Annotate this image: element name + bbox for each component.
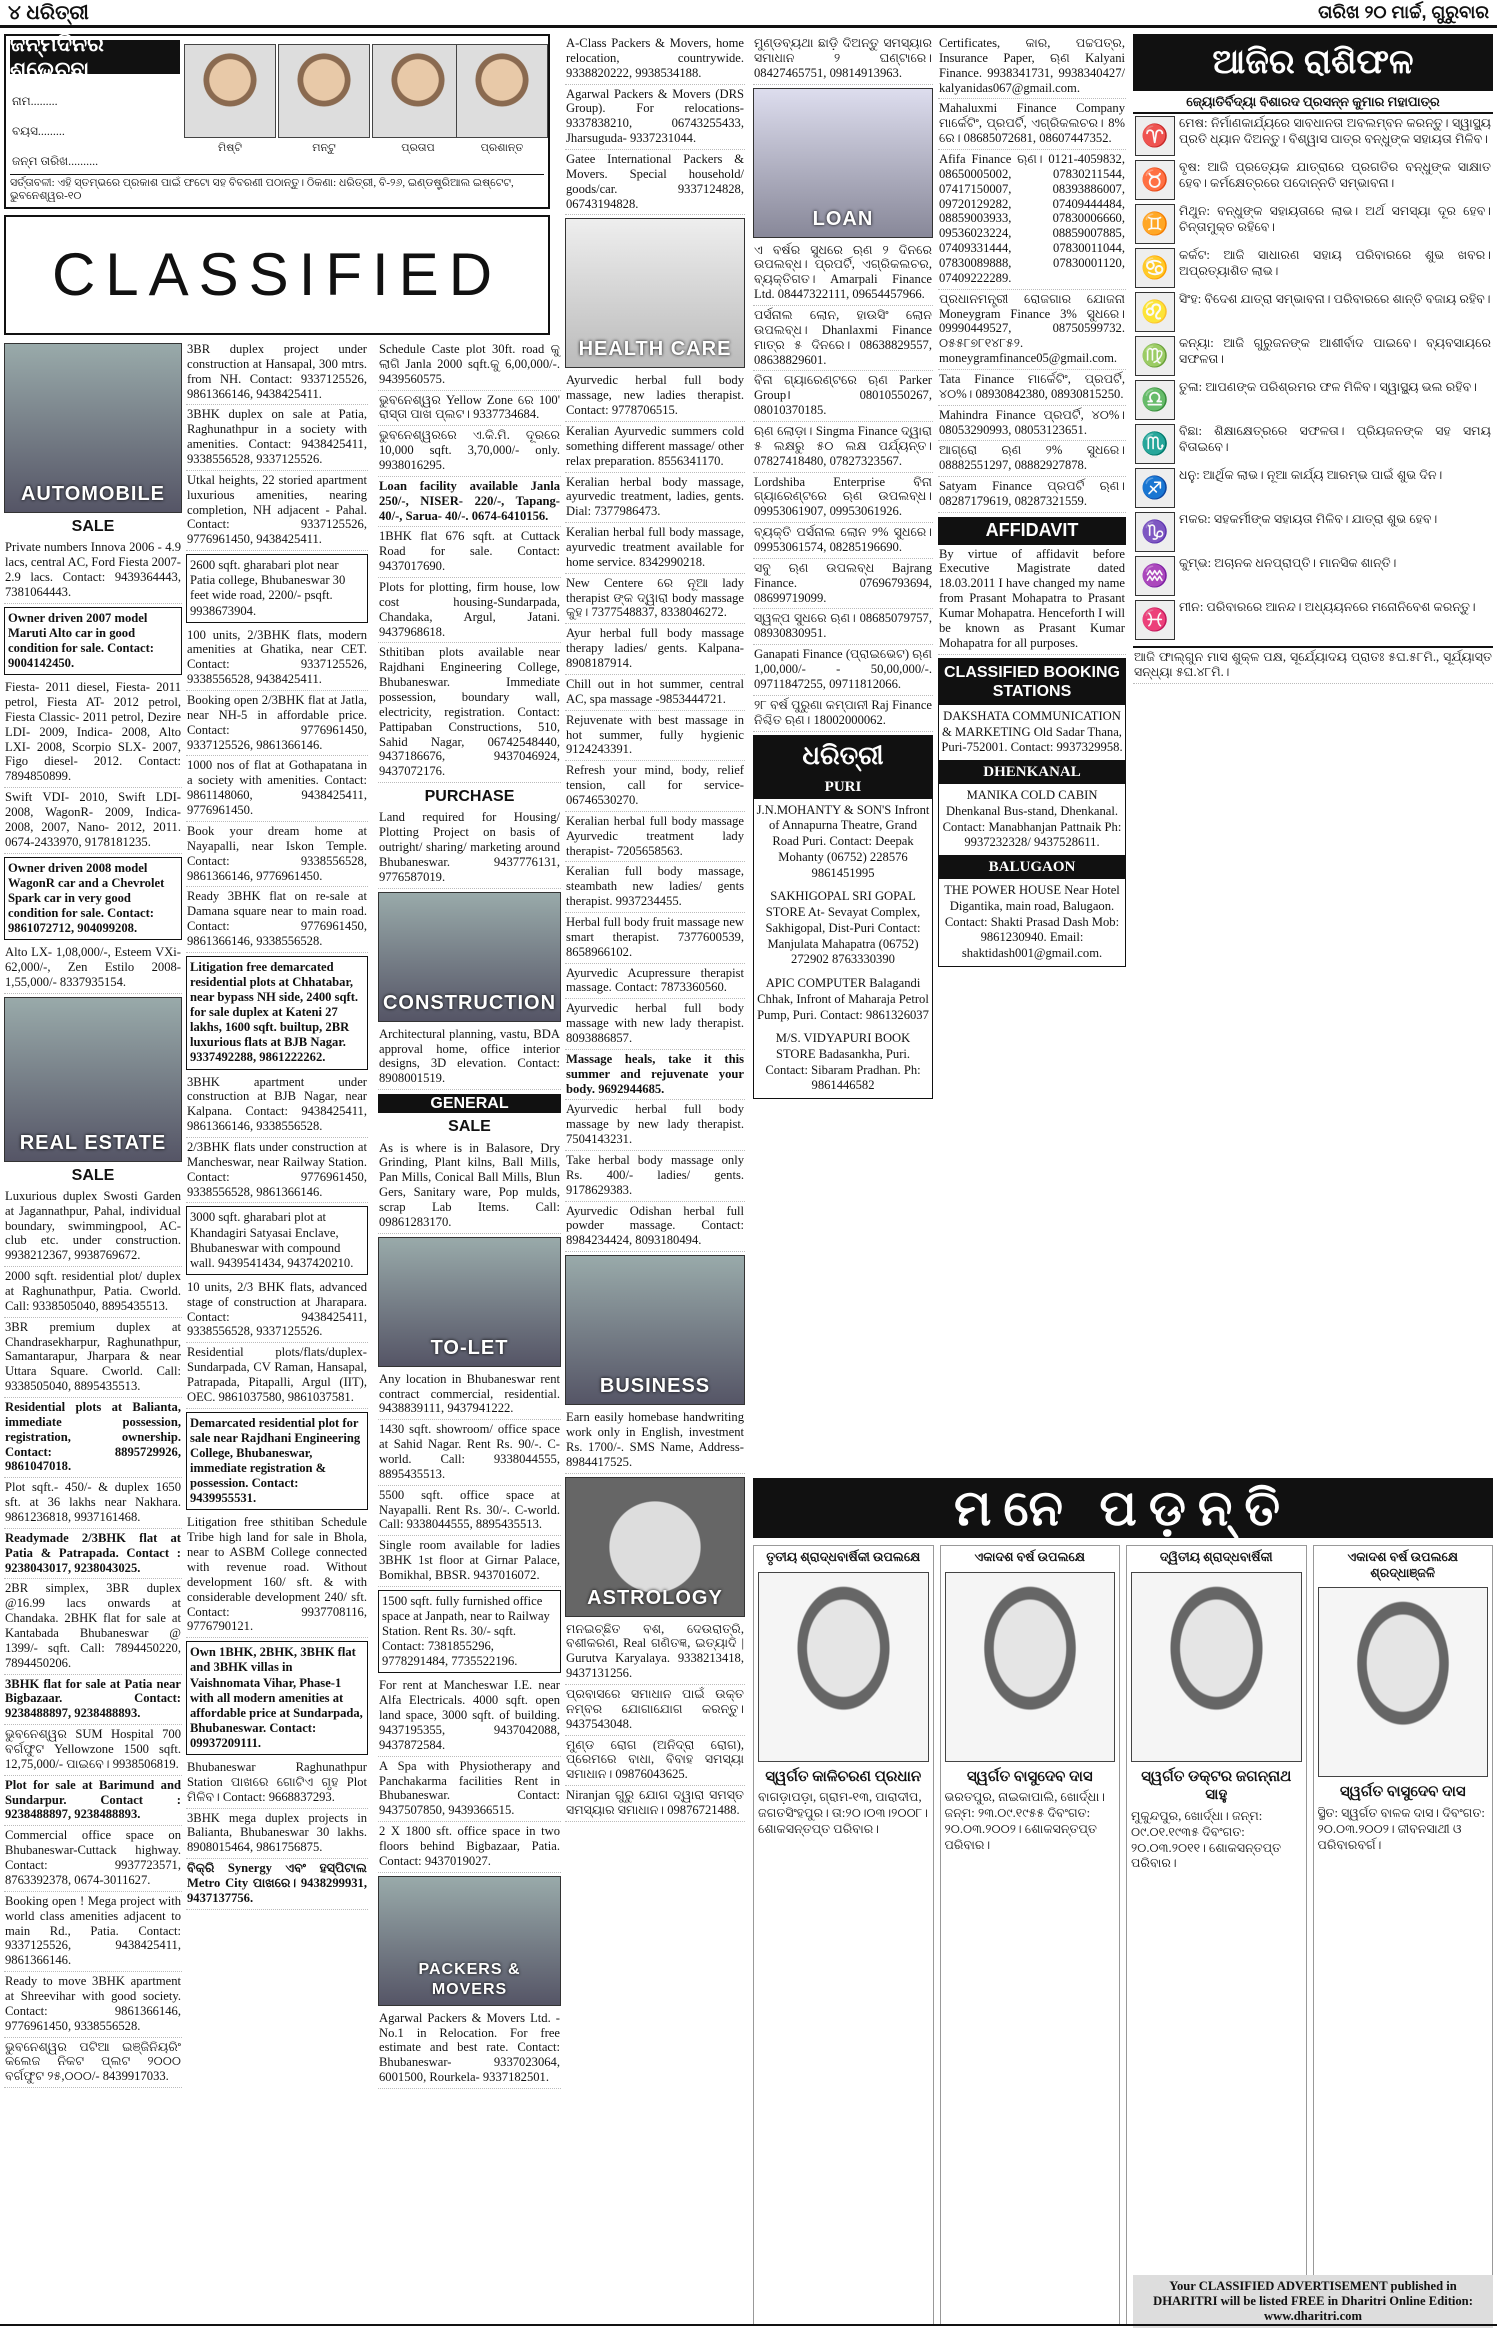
classified-ad: Keralian herbal full body massage Ayurvedic treatment lady therapist- 7205658563. — [565, 812, 745, 863]
classified-ad: 3BHK flat for sale at Patia near Bigbazaar. Contact: 9238488897, 9238488893. — [4, 1675, 182, 1726]
station-location: DHENKANAL — [939, 760, 1125, 784]
classified-ad: Sthitiban plots available near Rajdhani Engineering College, Bhubaneswar. Immediate possession, boundary wall, electricity, registration. Contact: Pattipaban Constructions, 510, Sahid Nagar, 06742548440, 9437186676, 9437046924, 9437072176. — [378, 643, 561, 783]
birthday-photo — [278, 44, 370, 138]
obituary-card — [940, 1545, 1121, 2325]
classified-ad: 3BR duplex project under construction at Hansapal, 300 mtrs. from NH. Contact: 9337125526, 9861366146, 9438425411. — [186, 340, 368, 405]
astrology-heading: ASTROLOGY — [587, 1586, 723, 1609]
sale-heading: SALE — [71, 518, 115, 535]
affidavit-text: By virtue of affidavit before Executive Magistrate dated 18.03.2011 I have changed my name from Prasant Mohapatra to Prasant Kumar Mohapatra. Henceforth I will be known as Prasant Kumar Mohapatra for all purposes. — [938, 545, 1126, 655]
classified-ad: ଆଗ୍ରୋ ଋଣ ୨% ସୁଧରେ। 08882551297, 08882927878. — [938, 441, 1126, 477]
obituary-name: ସ୍ୱର୍ଗତ ବାସୁଦେବ ଦାସ — [966, 1768, 1093, 1785]
classified-ad: Keralian herbal full body massage, ayurvedic treatment available for home service. 8342990218. — [565, 523, 745, 574]
business-photo — [565, 1255, 745, 1405]
classified-ad: For rent at Mancheswar I.E. near Alfa Electricals. 4000 sqft. open land space, 3000 sqft. of building. 9437195355, 9437042088, 9437872584. — [378, 1676, 561, 1756]
horoscope-author: ଜ୍ୟୋତିର୍ବିଦ୍ୟା ବିଶାରଦ ପ୍ରସନ୍ନ କୁମାର ମହାପାତ୍ର — [1133, 91, 1493, 115]
classified-ad: Niranjan ଗୁରୁ ଯୋଗ ଦ୍ୱାରା ସମସ୍ତ ସମସ୍ୟାର ସମାଧାନ। 09876721488. — [565, 1786, 745, 1822]
horoscope-text: ମୀନ: ପରିବାରରେ ଆନନ୍ଦ। ଅଧ୍ୟୟନରେ ମନୋନିବେଶ କରନ୍ତୁ। — [1179, 600, 1476, 615]
construction-photo — [378, 892, 561, 1022]
horoscope-item — [1133, 202, 1493, 246]
classified-ad: Residential plots/flats/duplex- Sundarpada, CV Raman, Hansapal, Patrapada, Pitapalli, Argul (IIT), OEC. 9861037580, 9861037581. — [186, 1343, 368, 1408]
panjika-text: ଆଜି ଫାଲ୍ଗୁନ ମାସ ଶୁକ୍ଳ ପକ୍ଷ, ସୂର୍ଯ୍ୟୋଦୟ ପ୍ରାତଃ ୫ଘ.୫୮ମି., ସୂର୍ଯ୍ୟାସ୍ତ ସନ୍ଧ୍ୟା ୫ଘ.୪୮ମି.। — [1133, 646, 1493, 684]
zodiac-icon: ♋ — [1135, 248, 1175, 288]
classified-ad: Agarwal Packers & Movers Ltd. - No.1 in Relocation. For free estimate and best rate. Contact: Bhubaneswar- 9337023064, 6001500, Rourkela- 9337182501. — [378, 2009, 561, 2089]
horoscope-item — [1133, 466, 1493, 510]
classified-ad: 2000 sqft. residential plot/ duplex at Raghunathpur, Patia. Cworld. Call: 9338505040, 8895435513. — [4, 1267, 182, 1318]
classified-ad: Plot for sale at Barimund and Sundarpur. Contact : 9238488897, 9238488893. — [4, 1776, 182, 1827]
online-edition-note: Your CLASSIFIED ADVERTISEMENT published in DHARITRI will be listed FREE in Dharitri Online Edition: www.dharitri.com — [1133, 2275, 1493, 2328]
classified-ad: Refresh your mind, body, relief tension, call for service- 06746530270. — [565, 761, 745, 812]
obituary-occasion: ତୃତୀୟ ଶ୍ରାଦ୍ଧବାର୍ଷିକୀ ଉପଲକ୍ଷେ — [766, 1550, 921, 1564]
classified-ad: Satyam Finance ପ୍ରପର୍ଟି ଋଣ। 08287179619, 08287321559. — [938, 477, 1126, 513]
boxed-ad: 1500 sqft. fully furnished office space at Janpath, near to Railway Station. Rent Rs. 30/- sqft. Contact: 7381855296, 9778291484, 7735522196. — [378, 1590, 561, 1674]
classified-ad: Land required for Housing/ Plotting Project on basis of outright/ sharing/ marketing around Bhubaneswar. 9437776131, 9776587019. — [378, 808, 561, 888]
boxed-ad: 2600 sqft. gharabari plot near Patia college, Bhubaneswar 30 feet wide road, 2200/- psqft. 9938673904. — [186, 554, 368, 622]
classified-ad: Private numbers Innova 2006 - 4.9 lacs, central AC, Ford Fiesta 2007- 2.9 lacs. Contact: 9439364443, 7381064443. — [4, 538, 182, 603]
obituary-name: ସ୍ୱର୍ଗତ ଡକ୍ଟର ଜଗନ୍ନାଥ ସାହୁ — [1141, 1768, 1292, 1804]
classified-ad: Commercial office space on Bhubaneswar-Cuttack highway. Contact: 9937723571, 8763392378, 0674-3011627. — [4, 1826, 182, 1891]
name-field: ନାମ......... — [12, 94, 58, 108]
obituary-text: ବାଗଡ଼ାପଡ଼ା, ଗ୍ରାମ-୧୩, ପାରାଦୀପ, ଜଗତସିଂହପୁର। ତା:୨୦।୦୩।୨୦୦୮। ଶୋକସନ୍ତପ୍ତ ପରିବାର। — [758, 1790, 928, 1836]
column-healthcare — [565, 34, 745, 2324]
classified-ad: Residential plots at Balianta, immediate possession, registration, ownership. Contact: 8895729926, 9861047018. — [4, 1398, 182, 1478]
boxed-ad: Own 1BHK, 2BHK, 3BHK flat and 3BHK villas in Vaishnomata Vihar, Phase-1 with all modern amenities at affordable price at Sundarpada, Bhubaneswar. Contact: 09937209111. — [186, 1641, 368, 1755]
classified-ad: Ayurvedic Acupressure therapist massage. Contact: 7873360560. — [565, 964, 745, 1000]
birthday-title: ଜନ୍ମଦିନର ଶୁଭେଚ୍ଛା — [10, 40, 180, 74]
classified-ad: Ayurvedic herbal full body massage by new lady therapist. 7504143231. — [565, 1100, 745, 1151]
horoscope-item — [1133, 554, 1493, 598]
classified-ad: Mahaluxmi Finance Company ମାର୍କେଟିଂ, ପ୍ରପର୍ଟି, ଏଗ୍ରିକଲଚର। 8% ରେ। 08685072681, 08607447352. — [938, 99, 1126, 150]
obituary-banner: ମନେ ପଡ଼ନ୍ତି — [753, 1478, 1493, 1538]
column-purchase-general — [378, 340, 561, 2330]
obituary-card — [753, 1545, 934, 2325]
obituary-portrait — [1318, 1587, 1489, 1777]
classified-ad: ସବୁ ଋଣ ଉପଲବ୍ଧ Bajrang Finance. 07696793694, 08699719099. — [753, 559, 933, 610]
horoscope-text: ତୁଳା: ଆପଣଙ୍କ ପରିଶ୍ରମର ଫଳ ମିଳିବ। ସ୍ୱାସ୍ଥ୍ୟ ଭଲ ରହିବ। — [1179, 380, 1477, 395]
classified-ad: Single room available for ladies 3BHK 1st floor at Girnar Palace, Bomikhal, BBSR. 9437016072. — [378, 1536, 561, 1587]
dharitri-logo: ଧରିତ୍ରୀ — [754, 736, 932, 775]
station-entry: THE POWER HOUSE Near Hotel Digantika, main road, Balugaon. Contact: Shakti Prasad Dash Mob: 9861230940. Email: shaktidash001@gmail.com. — [944, 883, 1120, 960]
zodiac-icon: ♉ — [1135, 160, 1175, 200]
horoscope-text: ମେଷ: ନିର୍ମାଣକାର୍ଯ୍ୟରେ ସାବଧାନତା ଅବଲମ୍ବନ କରନ୍ତୁ। ସ୍ୱାସ୍ଥ୍ୟ ପ୍ରତି ଧ୍ୟାନ ଦିଅନ୍ତୁ। ବିଶ୍ୱାସ ପାତ୍ର ବନ୍ଧୁଙ୍କ ସହାୟତା ମିଳିବ। — [1179, 116, 1491, 146]
classified-ad: Gatee International Packers & Movers. Special household/ goods/car. 9337124828, 06743194828. — [565, 150, 745, 215]
birthday-form — [12, 86, 172, 176]
boxed-ad: Demarcated residential plot for sale near Rajdhani Engineering College, Bhubaneswar, immediate registration & possession. Contact: 9439955531. — [186, 1412, 368, 1511]
zodiac-icon: ♌ — [1135, 292, 1175, 332]
classified-ad: ଏ ବର୍ଷର ସୁଧରେ ଋଣ ୨ ଦିନରେ ଉପଲବ୍ଧ। ପ୍ରପର୍ଟି, ଏଗ୍ରିକଲଚର, ବ୍ୟକ୍ତିଗତ। Amarpali Finance Ltd. 08447322111, 09654457966. — [753, 241, 933, 306]
classified-ad: ୨୮ ବର୍ଷ ପୁରୁଣା କମ୍ପାନୀ Raj Finance ନିଶ୍ଚିତ ଋଣ। 18002000062. — [753, 696, 933, 732]
station-entry: MANIKA COLD CABIN Dhenkanal Bus-stand, Dhenkanal. Contact: Manabhanjan Pattnaik Ph: 9937232328/ 9437528611. — [942, 788, 1122, 850]
horoscope-text: କୁମ୍ଭ: ଅଚାନକ ଧନପ୍ରାପ୍ତି। ମାନସିକ ଶାନ୍ତି। — [1179, 556, 1397, 571]
birthday-name: ପ୍ରତାପ — [401, 142, 435, 154]
page-date: ତାରିଖ ୨୦ ମାର୍ଚ୍ଚ, ଗୁରୁବାର — [1318, 1, 1489, 22]
classified-ad: Lordshiba Enterprise ବିନା ଗ୍ୟାରେଣ୍ଟରେ ଋଣ ଉପଲବ୍ଧ। 09953061907, 09953061926. — [753, 473, 933, 524]
page-header — [0, 0, 1497, 28]
horoscope-text: ଧନୁ: ଆର୍ଥିକ ଲାଭ। ନୂଆ କାର୍ଯ୍ୟ ଆରମ୍ଭ ପାଇଁ ଶୁଭ ଦିନ। — [1179, 468, 1443, 483]
zodiac-icon: ♊ — [1135, 204, 1175, 244]
obituary-portrait — [945, 1572, 1116, 1762]
classified-ad: New Centere ରେ ନୂଆ lady therapist ଙ୍କ ଦ୍ୱାରା body massage କୁହ। 7377548837, 8338046272. — [565, 574, 745, 625]
obituary-text: ମୁକୁନ୍ଦପୁର, ଖୋର୍ଦ୍ଧା। ଜନ୍ମ: ୦୯.୦୧.୧୯୩୫ ଦିବଂଗତ: ୨୦.୦୩.୨୦୧୧। ଶୋକସନ୍ତପ୍ତ ପରିବାର। — [1131, 1809, 1282, 1871]
obituary-name: ସ୍ୱର୍ଗତ କାଳିଚରଣ ପ୍ରଧାନ — [765, 1768, 922, 1785]
agent-entry: SAKHIGOPAL SRI GOPAL STORE At- Sevayat Complex, Sakhigopal, Dist-Puri Contact: Manjulata Mahapatra (06752) 272902 8763330390 — [765, 889, 921, 967]
general-heading: GENERAL — [378, 1094, 561, 1113]
boxed-ad: 3000 sqft. gharabari plot at Khandagiri Satyasai Enclave, Bhubaneswar with compound wall. 9439541434, 9437420210. — [186, 1206, 368, 1274]
obituary-card — [1313, 1545, 1494, 2325]
loan-photo — [753, 88, 933, 238]
loan-heading: LOAN — [812, 207, 874, 230]
station-location: BALUGAON — [939, 855, 1125, 879]
classified-ad: Plots for plotting, firm house, low cost housing-Sundarpada, Chandaka, Argul, Jatani. 9437968618. — [378, 578, 561, 643]
obituary-text: ସ୍ଥିତ: ସ୍ୱର୍ଗତ ବାଳକ ଦାସ। ଦିବଂଗତ: ୨୦.୦୩.୨୦୦୨। ଜୀବନସାଥୀ ଓ ପରିବାରବର୍ଗ। — [1317, 1806, 1485, 1852]
birthday-name: ପ୍ରଶାନ୍ତ — [480, 142, 524, 154]
tolet-photo — [378, 1237, 561, 1367]
horoscope-text: ମକର: ସହକର୍ମୀଙ୍କ ସହାୟତା ମିଳିବ। ଯାତ୍ରା ଶୁଭ ହେବ। — [1179, 512, 1438, 527]
classified-ad: ବିକ୍ରି Synergy ଏବଂ ହସ୍ପିଟାଲ Metro City ପାଖରେ। 9438299931, 9437137756. — [186, 1859, 368, 1910]
horoscope-section — [1133, 34, 1493, 1474]
tolet-heading: TO-LET — [430, 1336, 509, 1359]
classified-ad: Architectural planning, vastu, BDA approval home, office interior designs, 3D elevation. Contact: 8908001519. — [378, 1025, 561, 1090]
automobile-heading: AUTOMOBILE — [20, 483, 166, 505]
zodiac-icon: ♒ — [1135, 556, 1175, 596]
classified-ad: ବ୍ୟକ୍ତି ପର୍ସନାଲ ଲୋନ ୨% ସୁଧରେ। 09953061574, 08285196690. — [753, 523, 933, 559]
booking-stations-title: CLASSIFIED BOOKING STATIONS — [939, 659, 1125, 705]
column-loan — [753, 34, 933, 1474]
classified-ad: Ready to move 3BHK apartment at Shreevihar with good society. Contact: 9861366146, 9776961450, 9338556528. — [4, 1972, 182, 2037]
classified-ad: ମନଇଚ୍ଛିତ ବଶ, ଦେଉରାତ୍ରି, ବଶୀକରଣ, Real ଗଣିତଜ୍ଞ, ଇତ୍ୟାଦି | Gurutva Karyalaya. 9338213418, 9437131256. — [565, 1620, 745, 1685]
classified-ad: Agarwal Packers & Movers (DRS Group). For relocations- 9337838210, 06743255433, Jharsuguda- 9337231044. — [565, 85, 745, 150]
obituary-text: ଭରତପୁର, ନାଇକାପାଲି, ଖୋର୍ଦ୍ଧା। ଜନ୍ମ: ୨୩.୦୯.୧୯୫୫ ଦିବଂଗତ: ୨୦.୦୩.୨୦୦୨। ଶୋକସନ୍ତପ୍ତ ପରିବାର। — [944, 1790, 1105, 1852]
classified-ad: Herbal full body fruit massage new smart therapist. 7377600539, 8658966102. — [565, 913, 745, 964]
obituary-portrait — [758, 1572, 929, 1762]
obituary-section — [753, 1545, 1493, 2325]
obituary-portrait — [1131, 1572, 1302, 1762]
horoscope-item — [1133, 378, 1493, 422]
classified-ad: Booking open 2/3BHK flat at Jatla, near NH-5 in affordable price. Contact: 9776961450, 9337125526, 9861366146. — [186, 691, 368, 756]
zodiac-icon: ♐ — [1135, 468, 1175, 508]
puri-agents-box — [753, 735, 933, 1100]
classified-ad: Readymade 2/3BHK flat at Patia & Patrapada. Contact : 9238043017, 9238043025. — [4, 1529, 182, 1580]
obituary-card — [1126, 1545, 1307, 2325]
classified-ad: Tata Finance ମାର୍କେଟିଂ, ପ୍ରପର୍ଟି, ୪୦%। 08930842380, 08930815250. — [938, 370, 1126, 406]
horoscope-text: ସିଂହ: ବିଦେଶ ଯାତ୍ରା ସମ୍ଭାବନା। ପରିବାରରେ ଶାନ୍ତି ବଜାୟ ରହିବ। — [1179, 292, 1491, 307]
classified-ad: ଭୁବନେଶ୍ୱରରେ ଏ.କି.ମି. ଦୂରରେ 10,000 sqft. 3,70,000/- only. 9938016295. — [378, 426, 561, 477]
boxed-ad: Litigation free demarcated residential plots at Chhatabar, near bypass NH side, 2400 sqft. for sale duplex at Kateni 27 lakhs, 1600 sqft. builtup, 2BR luxurious flats at BJB Nagar. 9337492288, 9861222262. — [186, 956, 368, 1070]
classified-ad: ପ୍ରବାସରେ ସମାଧାନ ପାଇଁ ଉକ୍ତ ନମ୍ବର ଯୋଗାଯୋଗ କରନ୍ତୁ। 9437543048. — [565, 1685, 745, 1736]
classified-ad: ଭୁବନେଶ୍ୱର Yellow Zone ରେ 100' ରାସ୍ତା ପାଖ ପ୍ଲଟ। 9337734684. — [378, 391, 561, 427]
classified-ad: ପର୍ସନାଲ ଲୋନ, ହାଉସିଂ ଲୋନ ଉପଲବ୍ଧ। Dhanlaxmi Finance ମାତ୍ର ୫ ଦିନରେ। 08638829557, 08638829601. — [753, 306, 933, 371]
column-finance — [938, 34, 1126, 1474]
column-automobile — [4, 340, 182, 2330]
zodiac-icon: ♑ — [1135, 512, 1175, 552]
classified-ad: Any location in Bhubaneswar rent contract commercial, residential. 9438839111, 9437941222. — [378, 1370, 561, 1421]
classified-ad: Afifa Finance ଋଣ। 0121-4059832, 08650005002, 07830211544, 07417150007, 08393886007, 09720129282, 07409444484, 08859003933, 07830006660, 09536023224, 08859007885, 07409331444, 07830011044, 07830089888, 07830001120, 07409222289. — [938, 150, 1126, 290]
birthday-photo — [372, 44, 464, 138]
horoscope-item — [1133, 510, 1493, 554]
sale-heading: SALE — [448, 1118, 491, 1136]
realestate-heading: REAL ESTATE — [19, 1131, 167, 1154]
classified-ad: ସ୍ୱଳ୍ପ ସୁଧରେ ଋଣ। 08685079757, 08930830951. — [753, 609, 933, 645]
classified-ad: Keralian Ayurvedic summers cold something different massage/ other relax preparation. 8556341170. — [565, 422, 745, 473]
agent-entry: M/S. VIDYAPURI BOOK STORE Badasankha, Puri. Contact: Sibaram Pradhan. Ph: 9861446582 — [765, 1031, 921, 1093]
horoscope-text: ମିଥୁନ: ବନ୍ଧୁଙ୍କ ସହାୟତାରେ ଲାଭ। ଅର୍ଥ ସମସ୍ୟା ଦୂର ହେବ। ଚିନ୍ତାମୁକ୍ତ ରହିବେ। — [1179, 204, 1491, 234]
classified-ad: Keralian full body massage, steambath new ladies/ gents therapist. 9937234455. — [565, 862, 745, 913]
classified-ad: Book your dream home at Nayapalli, near Iskon Temple. Contact: 9338556528, 9861366146, 9776961450. — [186, 822, 368, 887]
page-footer-rule — [0, 2324, 1497, 2334]
agent-entry: APIC COMPUTER Balagandi Chhak, Infront of Maharaja Petrol Pump, Puri. Contact: 9861326037 — [757, 976, 929, 1022]
astrology-photo — [565, 1477, 745, 1617]
classified-ad: Ayur herbal full body massage therapy ladies/ gents. Kalpana- 8908187914. — [565, 624, 745, 675]
realestate-photo — [4, 997, 182, 1162]
classified-ad: 100 units, 2/3BHK flats, modern amenities at Ghatika, near CET. Contact: 9337125526, 9338556528, 9438425411. — [186, 626, 368, 691]
boxed-ad: Owner driven 2007 model Maruti Alto car in good condition for sale. Contact: 9004142450. — [4, 607, 182, 675]
classified-ad: A Spa with Physiotherapy and Panchakarma facilities Rent in Bhubaneswar. Contact: 9437507850, 9439366515. — [378, 1757, 561, 1822]
classified-ad: ଋଣ ଲୋଡ଼ା। Singma Finance ଦ୍ୱାରା ୫ ଲକ୍ଷରୁ ୫୦ ଲକ୍ଷ ପର୍ଯ୍ୟନ୍ତ। 07827418480, 07827323567. — [753, 422, 933, 473]
boxed-ad: Owner driven 2008 model WagonR car and a Chevrolet Spark car in very good condition for sale. Contact: 9861072712, 904099208. — [4, 857, 182, 941]
classified-ad: 10 units, 2/3 BHK flats, advanced stage of construction at Jharapara. Contact: 9438425411, 9338556528, 9337125526. — [186, 1278, 368, 1343]
classified-ad: Ayurvedic herbal full body massage with new lady therapist. 8093886857. — [565, 999, 745, 1050]
classified-ad: Massage heals, take it this summer and rejuvenate your body. 9692944685. — [565, 1050, 745, 1101]
obituary-occasion: ଏକାଦଶ ବର୍ଷ ଉପଲକ୍ଷେ ଶ୍ରଦ୍ଧାଞ୍ଜଳି — [1347, 1550, 1459, 1580]
horoscope-text: ବିଛା: ଶିକ୍ଷାକ୍ଷେତ୍ରରେ ସଫଳତା। ପ୍ରିୟଜନଙ୍କ ସହ ସମୟ ବିତାଇବେ। — [1179, 424, 1491, 454]
classified-ad: 1000 nos of flat at Gothapatana in a society with amenities. Contact: 9861148060, 9438425411, 9776961450. — [186, 756, 368, 821]
zodiac-icon: ♏ — [1135, 424, 1175, 464]
classified-ad: Luxurious duplex Swosti Garden at Jagannathpur, Pahal, individual boundary, swimmingpool, AC-club etc. under construction. 9938212367, 9938769672. — [4, 1187, 182, 1267]
classified-ad: Alto LX- 1,08,000/-, Esteem VXi- 62,000/-, Zen Estilo 2008- 1,55,000/- 8337935154. — [4, 943, 182, 994]
page-number: ୪ ଧରିତ୍ରୀ — [8, 1, 89, 24]
healthcare-heading: HEALTH CARE — [578, 338, 732, 361]
classified-ad: ମୁଣ୍ଡ ରୋଗ (ଅନିଦ୍ରା ରୋଗ), ପ୍ରେମରେ ବାଧା, ବିବାହ ସମସ୍ୟା ସମାଧାନ। 09876043625. — [565, 1736, 745, 1787]
booking-stations-box — [938, 658, 1126, 967]
birthday-wishes-box — [4, 30, 550, 209]
obituary-name: ସ୍ୱର୍ଗତ ବାସୁଦେବ ଦାସ — [1339, 1784, 1466, 1801]
classified-ad: ଭୁବନେଶ୍ୱର SUM Hospital 700 ବର୍ଗଫୁଟ Yellowzone 1500 sqft. 12,75,000/- ପାଇବେ। 9938506819. — [4, 1725, 182, 1776]
classified-ad: Chill out in hot summer, central AC, spa massage -9853444721. — [565, 675, 745, 711]
zodiac-icon: ♎ — [1135, 380, 1175, 420]
birthday-note: ସର୍ତ୍ତାବଳୀ: ଏହି ସ୍ତମ୍ଭରେ ପ୍ରକାଶ ପାଇଁ ଫଟୋ ସହ ବିବରଣୀ ପଠାନ୍ତୁ। ଠିକଣା: ଧରିତ୍ରୀ, ବି-୨୬, ଇଣ୍ଡଷ୍ଟ୍ରିଆଲ ଇଷ୍ଟେଟ, ଭୁବନେଶ୍ୱର-୧୦ — [10, 174, 544, 203]
purchase-heading: PURCHASE — [424, 788, 515, 806]
affidavit-heading: AFFIDAVIT — [938, 517, 1126, 545]
classified-ad: Litigation free sthitiban Schedule Tribe high land for sale in Bhola, near to ASBM College connected with revenue road. Without development 160/ sft. & with considerable development 240/ sft. Contact: 9937708116, 9776790121. — [186, 1513, 368, 1638]
healthcare-photo — [565, 218, 745, 368]
classified-ad: Ayurvedic Odishan herbal full powder massage. Contact: 8984234424, 8093180494. — [565, 1202, 745, 1253]
classified-ad: Mahindra Finance ପ୍ରପର୍ଟି, ୪୦%। 08053290993, 08053123651. — [938, 406, 1126, 442]
obituary-occasion: ଦ୍ୱିତୀୟ ଶ୍ରାଦ୍ଧବାର୍ଷିକୀ — [1159, 1550, 1273, 1564]
station-entry: DAKSHATA COMMUNICATION & MARKETING Old Sadar Thana, Puri-752001. Contact: 9937329958. — [941, 708, 1123, 755]
horoscope-item — [1133, 334, 1493, 378]
birthday-name: ମିଷ୍ଟି — [218, 142, 242, 154]
classified-ad: Rejuvenate with best massage in hot summer, fully hygienic 9124243391. — [565, 711, 745, 762]
sale-heading: SALE — [71, 1166, 115, 1184]
birthday-name: ମନ୍ଟୁ — [312, 142, 336, 154]
classified-ad: Utkal heights, 22 storied apartment luxurious amenities, nearing completion, NH adjacent - Pahal. Contact: 9337125526, 9776961450, 9438425411. — [186, 471, 368, 551]
packers-heading: PACKERS & MOVERS — [418, 1961, 521, 1998]
classified-ad: Booking open ! Mega project with world class amenities adjacent to main Rd., Patia. Contact: 9337125526, 9438425411, 9861366146. — [4, 1892, 182, 1972]
horoscope-item — [1133, 290, 1493, 334]
puri-heading: PURI — [754, 775, 932, 799]
classified-ad: 3BHK apartment under construction at BJB Nagar, near Kalpana. Contact: 9438425411, 9861366146, 9338556528. — [186, 1073, 368, 1138]
column-realestate-2 — [186, 340, 368, 2330]
classified-ad: Bhubaneswar Raghunathpur Station ପାଖରେ ଗୋଟିଏ ଗୃହ Plot ମିଳିବ। Contact: 9668837293. — [186, 1758, 368, 1809]
classified-ad: 3BHK mega duplex projects in Balianta, Bhubaneswar 30 lakhs. 8908015464, 9861756875. — [186, 1809, 368, 1860]
classified-ad: Take herbal body massage only Rs. 400/- ladies/ gents. 9178629383. — [565, 1151, 745, 1202]
birthday-photo — [184, 44, 276, 138]
obituary-occasion: ଏକାଦଶ ବର୍ଷ ଉପଲକ୍ଷେ — [974, 1550, 1086, 1564]
construction-heading: CONSTRUCTION — [382, 991, 557, 1014]
age-field: ବୟସ......... — [12, 124, 65, 138]
classified-banner: CLASSIFIED — [4, 215, 550, 335]
horoscope-title: ଆଜିର ରାଶିଫଳ — [1133, 34, 1493, 91]
classified-ad: Ganapati Finance (ପ୍ରାଇଭେଟ) ଋଣ 1,00,000/- - 50,00,000/-. 09711847255, 09711812066. — [753, 645, 933, 696]
classified-ad: Schedule Caste plot 30ft. road କୁ ଲାଗି Janla 2000 sqft.କୁ 6,00,000/-. 9439560575. — [378, 340, 561, 391]
classified-ad: 3BR premium duplex at Chandrasekharpur, Raghunathpur, Samantarapur, Jharpara & near Uttara Square. Cworld. Call: 9338505040, 8895435513. — [4, 1318, 182, 1398]
dob-field: ଜନ୍ମ ତାରିଖ.......... — [12, 154, 99, 168]
horoscope-list — [1133, 114, 1493, 642]
zodiac-icon: ♍ — [1135, 336, 1175, 376]
birthday-photo — [456, 44, 548, 138]
zodiac-icon: ♈ — [1135, 116, 1175, 156]
classified-ad: Swift VDI- 2010, Swift LDI- 2008, WagonR- 2009, Indica- 2008, 2007, Nano- 2012, 2011. 0674-2433970, 9178181235. — [4, 788, 182, 853]
classified-ad: Fiesta- 2011 diesel, Fiesta- 2011 petrol, Fiesta AT- 2012 petrol, Fiesta Classic- 2011 petrol, Dezire LDI- 2009, Indica- 2008, Alto LXI- 2008, Scorpio SLX- 2007, Figo diesel- 2012. Contact: 7894850899. — [4, 678, 182, 788]
classified-ad: 2BR simplex, 3BR duplex @16.99 lacs onwards at Chandaka. 2BHK flat for sale at Kantabada Bhubaneswar @ 1399/- sqft. Call: 7894450220, 7894450206. — [4, 1579, 182, 1674]
classified-ad: ପ୍ରଧାନମନ୍ତ୍ରୀ ରୋଜଗାର ଯୋଜନା Moneygram Finance 3% ସୁଧରେ। 09990449527, 08750599732. ୦୫୫୮୭୮୧୪୮୫୨. moneygramfinance05@gmail.com. — [938, 290, 1126, 370]
classified-ad: Plot sqft.- 450/- & duplex 1650 sft. at 36 lakhs near Nakhara. 9861236818, 9937161468. — [4, 1478, 182, 1529]
agent-entry: J.N.MOHANTY & SON'S Infront of Annapurna Theatre, Grand Road Puri. Contact: Deepak Mohanty (06752) 228576 9861451995 — [756, 802, 930, 880]
classified-ad: Ready 3BHK flat on re-sale at Damana square near to main road. Contact: 9776961450, 9861366146, 9338556528. — [186, 887, 368, 952]
classified-ad: 2/3BHK flats under construction at Mancheswar, near Railway Station. Contact: 9776961450, 9338556528, 9861366146. — [186, 1138, 368, 1203]
horoscope-text: ବୃଷ: ଆଜି ପ୍ରତ୍ୟେକ ଯାତ୍ରାରେ ପ୍ରଗତିର ବନ୍ଧୁଙ୍କ ସାକ୍ଷାତ ହେବ। କର୍ମକ୍ଷେତ୍ରରେ ପଦୋନ୍ନତି ସମ୍ଭାବନା। — [1179, 160, 1491, 190]
automobile-photo — [4, 343, 182, 513]
business-heading: BUSINESS — [599, 1375, 711, 1398]
horoscope-item — [1133, 598, 1493, 642]
classified-ad: As is where is in Balasore, Dry Grinding, Plant kilns, Ball Mills, Pan Mills, Conical Ball Mills, Blun Gers, Sanitary ware, Pop mulds, scrap Lab Items. Call: 09861283170. — [378, 1139, 561, 1234]
classified-ad: ଭୁବନେଶ୍ୱର ପଟିଆ ଇଞ୍ଜିନିୟରିଂ କଲେଜ ନିକଟ ପ୍ଲଟ ୨୦୦୦ ବର୍ଗଫୁଟ ୨୫,୦୦୦/- 8439917033. — [4, 2038, 182, 2089]
classified-ad: Keralian herbal body massage, ayurvedic treatment, ladies, gents. Dial: 7377986473. — [565, 473, 745, 524]
zodiac-icon: ♓ — [1135, 600, 1175, 640]
horoscope-text: କର୍କଟ: ଆଜି ସାଧାରଣ ସହାୟ ପରିବାରରେ ଶୁଭ ଖବର। ଅପ୍ରତ୍ୟାଶିତ ଲାଭ। — [1179, 248, 1491, 278]
classified-ad: 2 X 1800 sft. office space in two floors behind Bigbazaar, Patia. Contact: 9437019027. — [378, 1822, 561, 1873]
horoscope-item — [1133, 422, 1493, 466]
classified-ad: Loan facility available Janla 250/-, NISER- 220/-, Tapang- 40/-, Sarua- 40/-. 0674-6410156. — [378, 477, 561, 528]
classified-ad: Certificates, କାର, ପଚ୍ଚପତ୍ର, Insurance Paper, ଋଣ Kalyani Finance. 9938341731, 9938340427/ kalyanidas067@gmail.com. — [938, 34, 1126, 99]
horoscope-text: କନ୍ୟା: ଆଜି ଗୁରୁଜନଙ୍କ ଆଶୀର୍ବାଦ ପାଇବେ। ବ୍ୟବସାୟରେ ସଫଳତା। — [1179, 336, 1491, 366]
classified-ad: Ayurvedic herbal full body massage, new ladies therapist. Contact: 9778706515. — [565, 371, 745, 422]
classified-ad: ମୁଣ୍ଡବ୍ୟଥା ଛାଡ଼ି ଦିଅନ୍ତୁ ସମସ୍ୟାର ସମାଧାନ ୨ ଘଣ୍ଟାରେ। 08427465751, 09814913963. — [753, 34, 933, 85]
horoscope-item — [1133, 246, 1493, 290]
classified-ad: 5500 sqft. office space at Nayapalli. Rent Rs. 30/-. C-world. Call: 9338044555, 8895435513. — [378, 1486, 561, 1537]
classified-ad: Earn easily homebase handwriting work only in English, investment Rs. 1700/-. SMS Name, Address-8984417525. — [565, 1408, 745, 1473]
classified-ad: ବିନା ଗ୍ୟାରେଣ୍ଟରେ ଋଣ Parker Group। 08010550267, 08010370185. — [753, 371, 933, 422]
packers-photo — [378, 1876, 561, 2006]
classified-ad: 3BHK duplex on sale at Patia, Raghunathpur in a society with amenities. Contact: 9438425411, 9338556528, 9337125526. — [186, 405, 368, 470]
classified-ad: A-Class Packers & Movers, home relocation, countrywide. 9338820222, 9938534188. — [565, 34, 745, 85]
classified-ad: 1430 sqft. showroom/ office space at Sahid Nagar. Rent Rs. 90/-. C-world. Call: 9338044555, 8895435513. — [378, 1420, 561, 1485]
horoscope-item — [1133, 158, 1493, 202]
horoscope-item — [1133, 114, 1493, 158]
classified-ad: 1BHK flat 676 sqft. at Cuttack Road for sale. Contact: 9437017690. — [378, 527, 561, 578]
